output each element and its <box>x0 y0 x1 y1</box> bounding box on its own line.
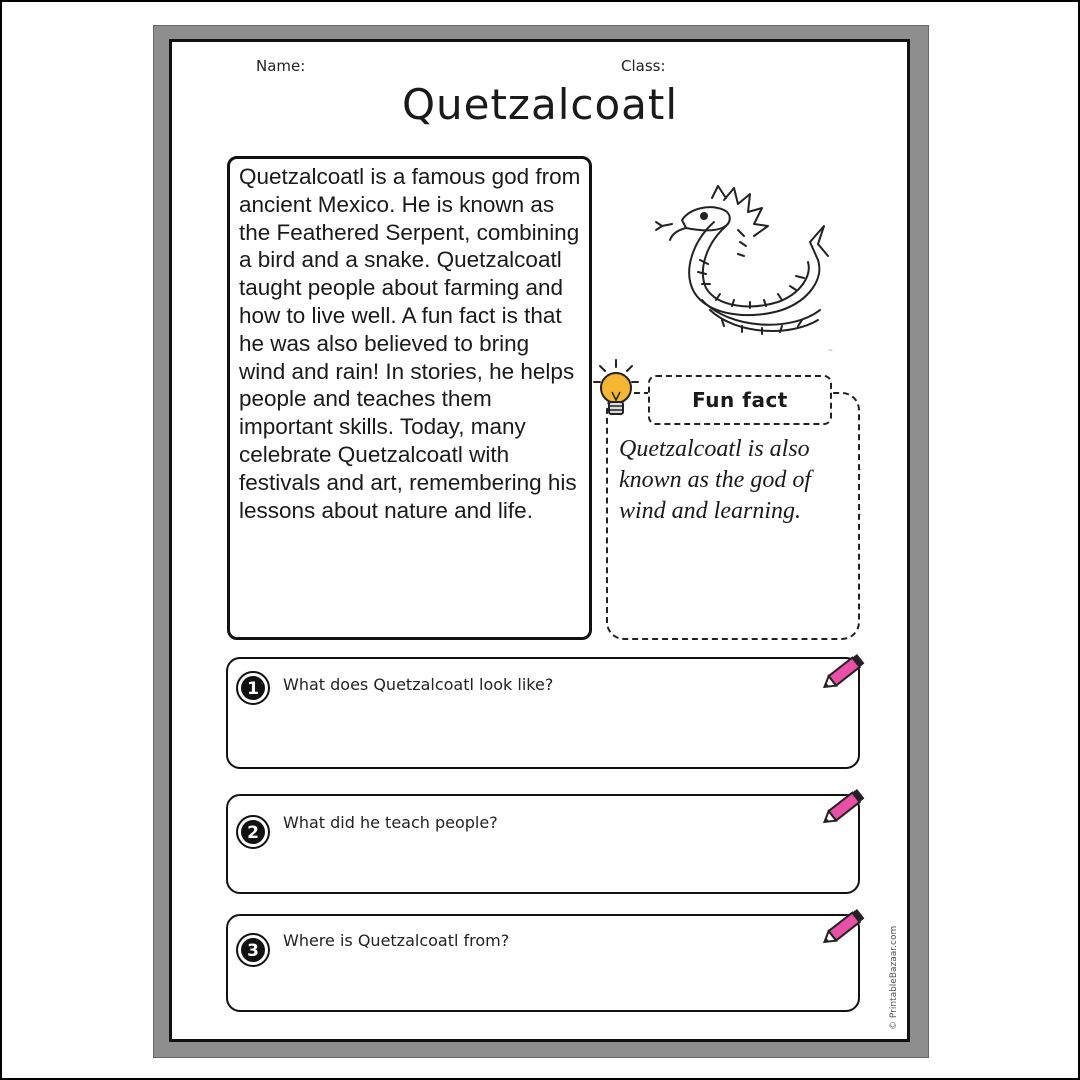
answer-box-2[interactable] <box>226 794 860 894</box>
svg-text:3: 3 <box>247 941 259 961</box>
name-label: Name: <box>256 57 306 75</box>
fun-fact-text: Quetzalcoatl is also known as the god of wind and learning. <box>619 436 811 524</box>
answer-box-1[interactable] <box>226 657 860 769</box>
pencil-icon <box>818 650 870 696</box>
svg-text:1: 1 <box>247 679 259 699</box>
svg-text:~: ~ <box>828 347 834 354</box>
reading-passage: Quetzalcoatl is a famous god from ancient Mexico. He is known as the Feathered Serpent, combining a bird and a snake. Quetzalcoatl taught people about farming and how to live well. A fun fact is that he was also believed to bring wind and rain! In stories, he helps people and teaches them important skills. Today, many celebrate Quetzalcoatl with festivals and art, remembering his lessons about nature and life. <box>227 156 592 640</box>
answer-box-3[interactable] <box>226 914 860 1012</box>
question-text-2: What did he teach people? <box>283 813 498 832</box>
question-number-2 <box>236 815 270 849</box>
question-number-1 <box>236 671 270 705</box>
fun-fact-heading: Fun fact <box>648 375 832 425</box>
question-text-1: What does Quetzalcoatl look like? <box>283 675 554 694</box>
copyright-text: © PrintableBazaar.com <box>889 925 899 1030</box>
pencil-icon <box>818 905 870 951</box>
question-number-3 <box>236 933 270 967</box>
class-label: Class: <box>621 57 666 75</box>
question-text-3: Where is Quetzalcoatl from? <box>283 931 510 950</box>
feathered-serpent-illustration <box>642 160 857 355</box>
page-title: Quetzalcoatl <box>401 80 679 129</box>
lightbulb-icon <box>592 358 640 422</box>
svg-text:2: 2 <box>247 823 259 843</box>
pencil-icon <box>818 785 870 831</box>
